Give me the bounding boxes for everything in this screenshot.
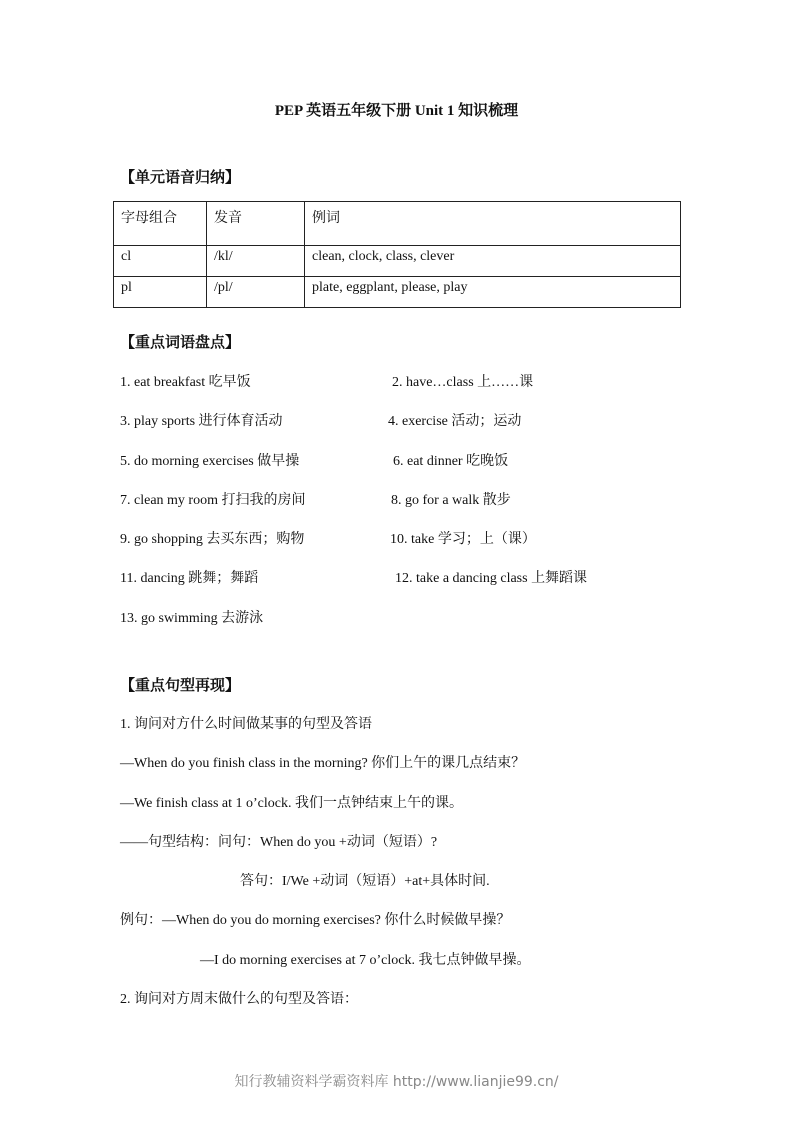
vocab-item: 13. go swimming 去游泳 [120, 611, 264, 626]
vocab-item: 12. take a dancing class 上舞蹈课 [395, 571, 588, 586]
table-cell: clean, clock, class, clever [305, 246, 681, 277]
table-row [114, 246, 681, 277]
vocab-item: 3. play sports 进行体育活动 [120, 414, 283, 429]
table-header-cell: 例词 [305, 202, 681, 246]
sentence-line: —We finish class at 1 o’clock. 我们一点钟结束上午的课。 [120, 796, 463, 811]
sentence-line: —When do you finish class in the morning? 你们上午的课几点结束？ [120, 756, 526, 771]
table-header-row [114, 202, 681, 246]
table-cell: pl [114, 277, 207, 308]
vocab-item: 8. go for a walk 散步 [391, 493, 511, 508]
vocab-item: 9. go shopping 去买东西；购物 [120, 532, 305, 547]
vocab-item: 6. eat dinner 吃晚饭 [393, 454, 509, 469]
sentence-line: —I do morning exercises at 7 o’clock. 我七点钟做早操。 [200, 953, 531, 968]
table-header-cell: 发音 [207, 202, 305, 246]
document-title: PEP 英语五年级下册 Unit 1 知识梳理 [274, 103, 519, 119]
table-header-cell: 字母组合 [114, 202, 207, 246]
section-heading-vocabulary: 【重点词语盘点】 [120, 335, 241, 351]
vocab-item: 4. exercise 活动；运动 [388, 414, 522, 429]
phonics-table [113, 201, 681, 308]
sentence-line: 2. 询问对方周末做什么的句型及答语： [120, 992, 358, 1007]
sentence-line: 答句：I/We +动词（短语）+at+具体时间. [240, 874, 490, 889]
vocab-item: 5. do morning exercises 做早操 [120, 454, 300, 469]
footer-watermark: 知行教辅资料学霸资料库 http://www.lianjie99.cn/ [234, 1074, 559, 1090]
vocab-item: 7. clean my room 打扫我的房间 [120, 493, 306, 508]
table-cell: plate, eggplant, please, play [305, 277, 681, 308]
vocab-item: 10. take 学习；上（课） [390, 532, 536, 547]
table-cell: cl [114, 246, 207, 277]
table-cell: /pl/ [207, 277, 305, 308]
vocab-item: 2. have…class 上……课 [392, 375, 534, 390]
section-heading-sentences: 【重点句型再现】 [120, 678, 241, 694]
sentence-line: ——句型结构：问句：When do you +动词（短语）? [120, 835, 438, 850]
section-heading-phonics: 【单元语音归纳】 [120, 170, 241, 186]
table-row [114, 277, 681, 308]
vocab-item: 11. dancing 跳舞；舞蹈 [120, 571, 259, 586]
table-cell: /kl/ [207, 246, 305, 277]
sentence-line: 例句：—When do you do morning exercises? 你什么时候做早操？ [120, 913, 511, 928]
sentence-line: 1. 询问对方什么时间做某事的句型及答语 [120, 717, 372, 732]
vocab-item: 1. eat breakfast 吃早饭 [120, 375, 251, 390]
